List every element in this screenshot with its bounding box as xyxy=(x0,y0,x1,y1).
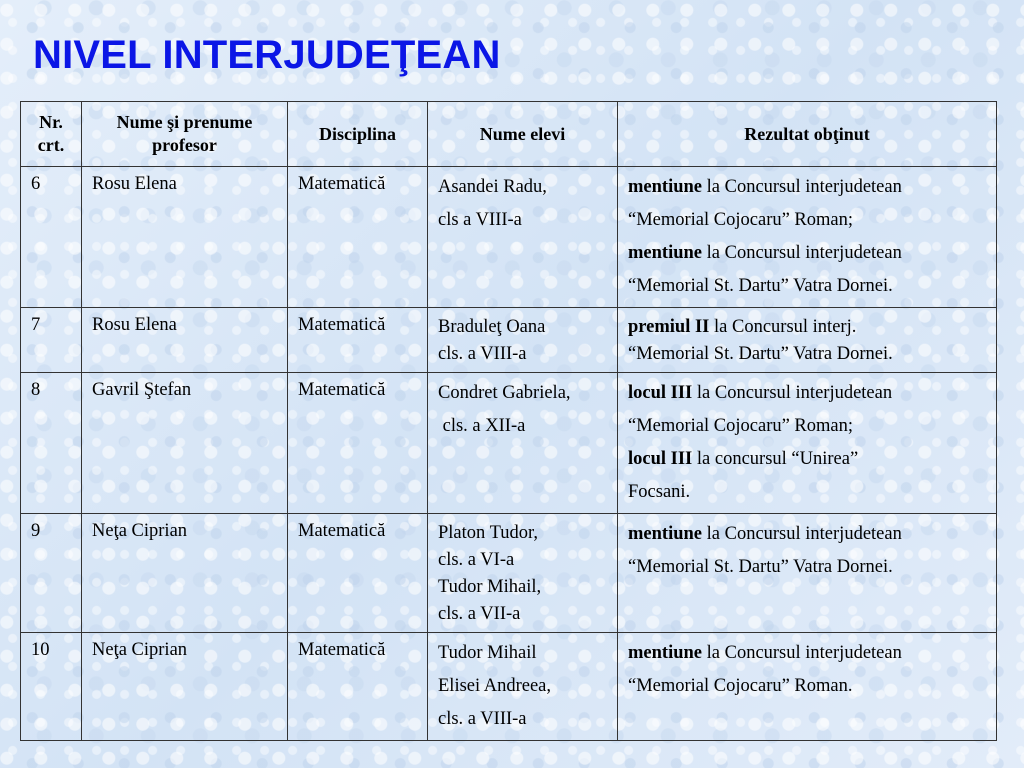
cell-rezultat xyxy=(618,514,997,633)
cell-disciplina: Matematică xyxy=(288,167,428,308)
cell-nr: 10 xyxy=(21,633,82,741)
rezultat-text: “Memorial St. Dartu” Vatra Dornei. xyxy=(628,557,893,577)
elev-line: Asandei Radu, xyxy=(438,177,547,197)
elev-line: cls. a VIII-a xyxy=(438,709,527,729)
elev-line: cls. a VIII-a xyxy=(438,344,527,364)
rezultat-text: la Concursul interjudetean xyxy=(702,643,902,663)
cell-elevi xyxy=(428,633,618,741)
rezultat-text: la concursul “Unirea” xyxy=(692,449,859,469)
rezultat-line xyxy=(628,670,986,703)
cell-elevi xyxy=(428,373,618,514)
cell-profesor: Rosu Elena xyxy=(82,167,288,308)
header-profesor-line: Nume şi prenume xyxy=(116,112,253,132)
cell-profesor: Neţa Ciprian xyxy=(82,514,288,633)
page-title: NIVEL INTERJUDEŢEAN xyxy=(33,33,501,77)
header-nr-line: Nr. xyxy=(39,112,63,132)
elev-line: Braduleţ Oana xyxy=(438,317,546,337)
cell-disciplina: Matematică xyxy=(288,373,428,514)
rezultat-text: “Memorial Cojocaru” Roman; xyxy=(628,416,854,436)
rezultat-text: “Memorial Cojocaru” Roman; xyxy=(628,210,854,230)
rezultat-line xyxy=(628,410,986,443)
elev-line: Tudor Mihail xyxy=(438,643,537,663)
cell-rezultat xyxy=(618,633,997,741)
rezultat-line xyxy=(628,551,986,584)
cell-rezultat xyxy=(618,167,997,308)
rezultat-line xyxy=(628,270,986,303)
cell-profesor: Gavril Ştefan xyxy=(82,373,288,514)
rezultat-line xyxy=(628,518,986,551)
cell-nr: 7 xyxy=(21,308,82,373)
cell-nr: 9 xyxy=(21,514,82,633)
cell-nr: 6 xyxy=(21,167,82,308)
elev-line: cls. a VII-a xyxy=(438,604,521,624)
rezultat-text: la Concursul interjudetean xyxy=(702,177,902,197)
rezultat-line xyxy=(628,377,986,410)
rezultat-text: la Concursul interj. xyxy=(709,317,857,337)
header-rezultat: Rezultat obţinut xyxy=(618,102,997,167)
cell-disciplina: Matematică xyxy=(288,308,428,373)
rezultat-line xyxy=(628,314,986,341)
elev-line: cls. a VI-a xyxy=(438,550,515,570)
table-row xyxy=(21,514,997,633)
cell-disciplina: Matematică xyxy=(288,514,428,633)
rezultat-bold: locul III xyxy=(628,383,693,403)
elev-line: Platon Tudor, xyxy=(438,523,539,543)
cell-elevi xyxy=(428,308,618,373)
rezultat-text: Focsani. xyxy=(628,482,691,502)
elev-line: cls a VIII-a xyxy=(438,210,522,230)
cell-elevi xyxy=(428,514,618,633)
rezultat-line xyxy=(628,637,986,670)
rezultat-text: “Memorial St. Dartu” Vatra Dornei. xyxy=(628,276,893,296)
header-nr xyxy=(21,102,82,167)
rezultat-line xyxy=(628,204,986,237)
cell-profesor: Rosu Elena xyxy=(82,308,288,373)
rezultat-text: la Concursul interjudetean xyxy=(692,383,893,403)
cell-profesor: Neţa Ciprian xyxy=(82,633,288,741)
rezultat-bold: mentiune xyxy=(628,524,702,544)
cell-nr: 8 xyxy=(21,373,82,514)
rezultat-bold: mentiune xyxy=(628,177,702,197)
rezultat-text: la Concursul interjudetean xyxy=(702,524,902,544)
elev-line: cls. a XII-a xyxy=(438,416,526,436)
rezultat-text: “Memorial St. Dartu” Vatra Dornei. xyxy=(628,344,893,364)
rezultat-bold: mentiune xyxy=(628,643,702,663)
rezultat-bold: premiul II xyxy=(628,317,710,337)
elev-line: Tudor Mihail, xyxy=(438,577,542,597)
cell-disciplina: Matematică xyxy=(288,633,428,741)
rezultat-line xyxy=(628,341,986,368)
rezultat-line xyxy=(628,476,986,509)
table-header xyxy=(21,102,997,167)
header-disciplina: Disciplina xyxy=(288,102,428,167)
results-table xyxy=(20,101,997,741)
table-row xyxy=(21,373,997,514)
rezultat-text: “Memorial Cojocaru” Roman. xyxy=(628,676,853,696)
rezultat-line xyxy=(628,237,986,270)
table-row xyxy=(21,308,997,373)
rezultat-line xyxy=(628,171,986,204)
cell-rezultat xyxy=(618,308,997,373)
table-body xyxy=(21,167,997,741)
elev-line: Elisei Andreea, xyxy=(438,676,552,696)
elev-line: Condret Gabriela, xyxy=(438,383,571,403)
rezultat-line xyxy=(628,443,986,476)
table-row xyxy=(21,633,997,741)
header-profesor xyxy=(82,102,288,167)
cell-elevi xyxy=(428,167,618,308)
header-nr-line: crt. xyxy=(37,135,65,155)
rezultat-text: la Concursul interjudetean xyxy=(702,243,902,263)
rezultat-bold: locul III xyxy=(628,449,693,469)
table-row xyxy=(21,167,997,308)
header-elevi: Nume elevi xyxy=(428,102,618,167)
cell-rezultat xyxy=(618,373,997,514)
header-row xyxy=(21,102,997,167)
header-profesor-line: profesor xyxy=(152,135,217,155)
rezultat-bold: mentiune xyxy=(628,243,702,263)
